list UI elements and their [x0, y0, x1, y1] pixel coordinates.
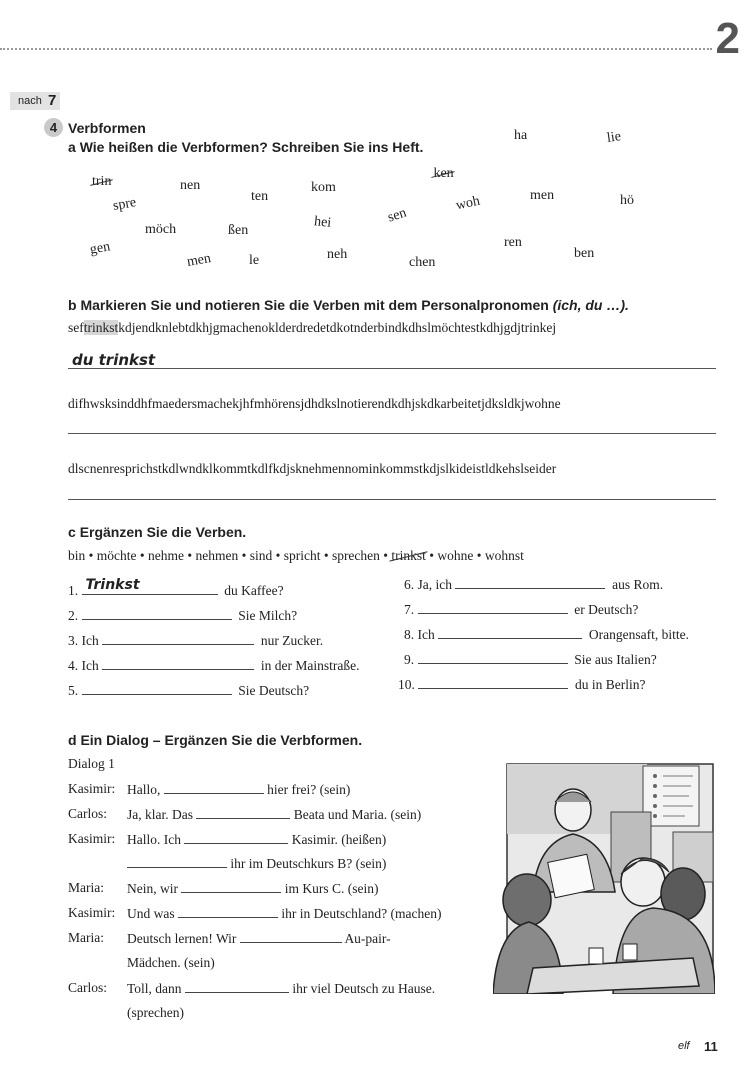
section-c-instruction: Ergänzen Sie die Verben. — [79, 524, 247, 540]
answer-blank[interactable] — [418, 601, 568, 614]
section-d-label: d — [68, 732, 77, 748]
dialog-text: (sprechen) — [127, 1005, 184, 1020]
dialog-line — [68, 880, 379, 896]
dialog-line — [68, 930, 391, 946]
section-d-instruction: Ein Dialog – Ergänzen Sie die Verbformen. — [80, 732, 363, 748]
speaker: Carlos: — [68, 806, 107, 821]
section-b-label: b — [68, 297, 77, 313]
answer-blank[interactable] — [181, 880, 281, 893]
answer-line-1[interactable] — [68, 368, 716, 369]
answer-blank[interactable] — [438, 626, 582, 639]
answer-line-3[interactable] — [68, 499, 716, 500]
answer-blank[interactable] — [455, 576, 605, 589]
dialog-line — [68, 781, 351, 797]
syllable: sen — [385, 205, 409, 226]
section-c-heading — [68, 524, 246, 540]
syllable: ren — [504, 235, 522, 250]
syllable: spre — [111, 195, 138, 214]
exercise-c-item-5: 5. Sie Deutsch? — [68, 683, 310, 698]
section-a-instruction: Wie heißen die Verbformen? Schreiben Sie ins Heft. — [79, 139, 424, 155]
exercise-number-badge: 4 — [44, 118, 63, 137]
syllable: ten — [251, 189, 269, 204]
exercise-c-item-6: 6. Ja, ich aus Rom. — [404, 577, 664, 592]
syllable: hö — [620, 193, 634, 208]
section-b-heading — [68, 297, 629, 313]
answer-blank[interactable] — [102, 657, 254, 670]
used-word: trinkst — [391, 548, 426, 563]
syllable: ßen — [228, 223, 249, 238]
speaker: Maria: — [68, 880, 104, 895]
page-number-word: elf — [678, 1040, 690, 1052]
answer-blank[interactable] — [178, 905, 278, 918]
exercise-c-item-3: 3. Ich nur Zucker. — [68, 633, 324, 648]
section-b-instruction: Markieren Sie und notieren Sie die Verben mit dem Personalpronomen — [80, 297, 549, 313]
syllable: möch — [145, 222, 177, 237]
exercise-c-item-2: 2. Sie Milch? — [68, 608, 298, 623]
section-b-instruction-suffix: (ich, du …). — [552, 297, 629, 313]
syllable: lie — [605, 129, 622, 146]
syllable: men — [530, 188, 555, 203]
syllable: hei — [313, 214, 332, 231]
answer-line-1-text: du trinkst — [72, 351, 156, 369]
dialog-text: Mädchen. (sein) — [127, 955, 215, 970]
dialog-text: Deutsch lernen! Wir Au-pair- — [127, 931, 391, 946]
dialog-text: Toll, dann ihr viel Deutsch zu Hause. — [127, 981, 436, 996]
syllable: ken — [433, 166, 454, 181]
cafe-drawing — [493, 762, 715, 994]
syllable: le — [249, 253, 260, 268]
answer-blank[interactable] — [127, 855, 227, 868]
answer-blank[interactable] — [196, 806, 290, 819]
answer-blank[interactable] — [82, 682, 232, 695]
dialog-text: Ja, klar. Das Beata und Maria. (sein) — [127, 807, 422, 822]
syllable: nen — [180, 178, 201, 193]
section-a-label: a — [68, 139, 76, 155]
exercise-c-item-9: 9. Sie aus Italien? — [404, 652, 657, 667]
dialog-line — [68, 980, 436, 996]
header-dotted-rule — [0, 48, 712, 50]
syllable: gen — [88, 239, 112, 258]
exercise-title: Verbformen — [68, 120, 146, 136]
dialog-text: Hallo. Ich Kasimir. (heißen) — [127, 832, 387, 847]
syllable: men — [185, 251, 213, 270]
dialog-line — [68, 806, 422, 822]
syllable: neh — [327, 247, 348, 262]
answer-blank[interactable] — [418, 651, 568, 664]
answer-blank[interactable] — [102, 632, 254, 645]
exercise-c-item-8: 8. Ich Orangensaft, bitte. — [404, 627, 689, 642]
answer-blank[interactable] — [185, 980, 289, 993]
dialog-line — [68, 831, 387, 847]
answer-blank[interactable] — [184, 831, 288, 844]
highlighted-verb: trinkst — [83, 320, 119, 335]
exercise-c-item-10: 10. du in Berlin? — [398, 677, 646, 692]
handwritten-answer: Trinkst — [85, 577, 140, 593]
chapter-tab — [10, 92, 60, 110]
syllable: kom — [311, 180, 336, 195]
section-c-label: c — [68, 524, 76, 540]
letter-strip-1: seftrinkstkdjendknlebtdkhjgmachenoklderdredetdkotnderbindkdhslmöchtestkdhjgdjtrinkej — [68, 320, 557, 335]
speaker: Kasimir: — [68, 781, 116, 796]
letter-strip-2: difhwsksinddhfmaedersmachekjhfmhörensjdhdkslnotierendkdhjskdkarbeitetjdksldkjwohne — [68, 396, 561, 411]
exercise-c-item-4: 4. Ich in der Mainstraße. — [68, 658, 360, 673]
dialog-title: Dialog 1 — [68, 756, 115, 771]
syllable: chen — [409, 255, 436, 270]
answer-blank[interactable] — [418, 676, 568, 689]
syllable: ben — [574, 246, 595, 261]
exercise-c-item-7: 7. er Deutsch? — [404, 602, 639, 617]
dialog-line — [68, 905, 442, 921]
tab-number: 7 — [48, 92, 57, 109]
dialog-text: Nein, wir im Kurs C. (sein) — [127, 881, 379, 896]
section-a-heading — [68, 139, 423, 155]
page-number: 11 — [704, 1039, 718, 1054]
dialog-text: Hallo, hier frei? (sein) — [127, 782, 351, 797]
speaker: Maria: — [68, 930, 104, 945]
answer-blank[interactable] — [164, 781, 264, 794]
exercise-c-item-1: 1. Trinkst du Kaffee? — [68, 577, 284, 598]
dialog-text: Und was ihr in Deutschland? (machen) — [127, 906, 442, 921]
cafe-illustration — [493, 762, 715, 994]
syllable: trin — [92, 174, 112, 189]
speaker: Kasimir: — [68, 831, 116, 846]
word-bank: bin • möchte • nehme • nehmen • sind • spricht • sprechen • trinkst • wohne • wohnst — [68, 548, 524, 563]
dialog-text: ihr im Deutschkurs B? (sein) — [127, 855, 386, 872]
letter-strip-3: dlscnenresprichstkdlwndklkommtkdlfkdjsknehmennominkommstkdjslkideistldkehslseider — [68, 461, 557, 476]
answer-blank[interactable] — [240, 930, 342, 943]
speaker: Kasimir: — [68, 905, 116, 920]
tab-prefix: nach — [18, 95, 42, 107]
section-d-heading — [68, 732, 362, 748]
chapter-number: 2 — [715, 14, 740, 63]
answer-line-2[interactable] — [68, 433, 716, 434]
speaker: Carlos: — [68, 980, 107, 995]
syllable: woh — [454, 193, 482, 214]
answer-blank[interactable] — [82, 607, 232, 620]
syllable: ha — [514, 128, 528, 143]
